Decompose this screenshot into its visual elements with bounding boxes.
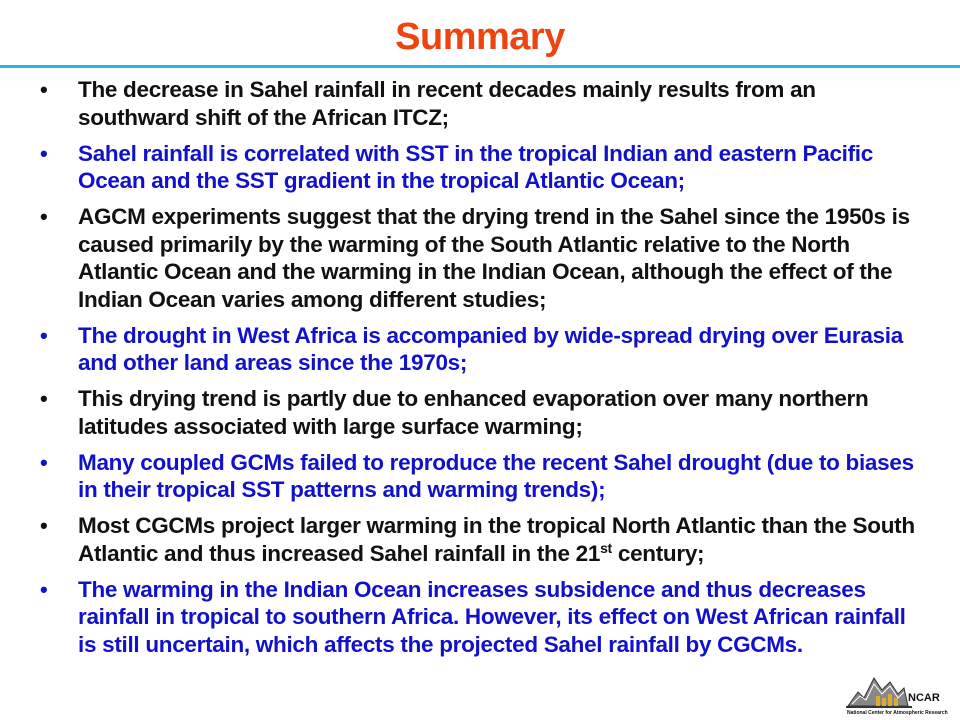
bullet-item xyxy=(0,512,960,567)
bullet-item xyxy=(0,140,960,195)
logo-subtitle: National Center for Atmospheric Research xyxy=(847,710,948,716)
bullet-dot: • xyxy=(40,513,48,538)
bullet-item xyxy=(0,385,960,440)
bullet-dot: • xyxy=(40,204,48,229)
bullet-item xyxy=(0,322,960,377)
bullet-text: The decrease in Sahel rainfall in recent decades mainly results from an southward shift of the African ITCZ; xyxy=(78,77,816,130)
bullet-dot: • xyxy=(40,576,48,602)
logo-name: NCAR xyxy=(908,692,940,704)
bullet-text: The drought in West Africa is accompanied by wide-spread drying over Eurasia and other land areas since the 1970s; xyxy=(78,322,903,375)
title-divider xyxy=(0,65,960,68)
bullet-item xyxy=(0,449,960,504)
bullet-text: Sahel rainfall is correlated with SST in the tropical Indian and eastern Pacific Ocean and the SST gradient in the tropical Atlantic Ocean; xyxy=(78,140,873,193)
bullet-dot: • xyxy=(40,77,48,102)
bullet-item xyxy=(0,76,960,131)
bullet-text: This drying trend is partly due to enhanced evaporation over many northern latitudes associated with large surface warming; xyxy=(78,386,869,439)
summary-bullet-list xyxy=(0,76,960,667)
bullet-text-main: Most CGCMs project larger warming in the tropical North Atlantic than the South Atlantic and thus increased Sahel rainfall in the 21 xyxy=(78,513,915,566)
bullet-dot: • xyxy=(40,386,48,411)
bullet-text: Many coupled GCMs failed to reproduce the recent Sahel drought (due to biases in their tropical SST patterns and warming trends); xyxy=(78,449,914,502)
bullet-item xyxy=(0,576,960,659)
bullet-text: AGCM experiments suggest that the drying trend in the Sahel since the 1950s is caused primarily by the warming of the South Atlantic relative to the North Atlantic Ocean and the warming in the Indian Ocean, although the effect of the Indian Ocean varies among different studies; xyxy=(78,204,910,312)
bullet-dot: • xyxy=(40,449,48,475)
bullet-dot: • xyxy=(40,322,48,348)
slide-title: Summary xyxy=(395,16,565,58)
ordinal-superscript: st xyxy=(600,539,612,556)
bullet-text: The warming in the Indian Ocean increases subsidence and thus decreases rainfall in tropical to southern Africa. However, its effect on West African rainfall is still uncertain, which affects the projected Sahel rainfall by CGCMs. xyxy=(78,576,906,657)
bullet-dot: • xyxy=(40,140,48,166)
bullet-item xyxy=(0,203,960,313)
bullet-text-tail: century; xyxy=(611,540,705,566)
bullet-text xyxy=(78,513,915,566)
